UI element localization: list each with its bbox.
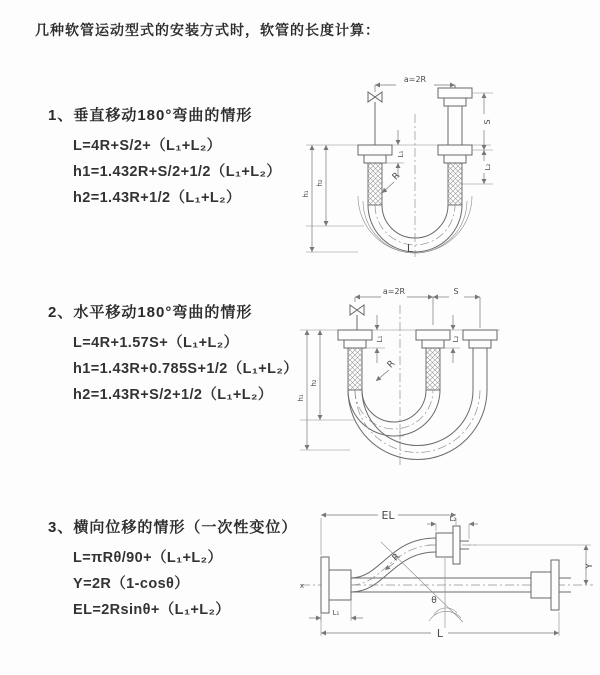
dim-label-h2: h₂ [316,179,324,187]
formula-list [48,545,297,623]
dimension-l2 [484,150,492,184]
section-heading: 3、横向位移的情形（一次性变位） [48,519,298,536]
formula-line: h1=1.43R+0.785S+1/2（L₁+L₂） [73,361,299,377]
formula-list [48,330,298,408]
dim-label-l2: L₂ [449,515,457,523]
centerlines [306,114,491,257]
section-heading: 2、水平移动180°弯曲的情形 [48,304,253,321]
dim-label-l: L [436,627,444,640]
diagram-vertical-movement [298,66,568,266]
dim-label-l1: L₁ [332,609,340,617]
dim-label-h1: h₁ [297,394,305,402]
dim-label-l2: L₂ [484,163,492,171]
formula-line: L=4R+S/2+（L₁+L₂） [73,138,222,154]
radius-callout [385,552,402,570]
formula-list [48,133,281,211]
dim-label-a2r: a=2R [403,75,427,84]
dimension-s [433,287,480,297]
hose-assembly [338,330,497,460]
section-vertical-movement [48,105,281,211]
dim-label-el: EL [381,509,395,522]
dim-label-r: R [385,358,398,371]
dim-label-l: L [406,242,414,255]
formula-line: Y=2R（1-cosθ） [73,576,190,592]
dim-label-s: S [483,119,492,125]
dim-label-r: R [390,170,403,183]
datum-mark: x [299,582,305,590]
section-lateral-displacement [48,517,297,623]
dim-label-l1: L₁ [376,335,384,343]
section-horizontal-movement [48,302,298,408]
dimension-a2r [355,287,480,328]
formula-line: EL=2Rsinθ+（L₁+L₂） [73,602,231,618]
dim-label-y: Y [585,563,595,569]
dim-label-a2r: a=2R [382,287,406,296]
dim-label-h2: h₂ [310,379,318,387]
formula-line: L=4R+1.57S+（L₁+L₂） [73,335,239,351]
dimension-l [321,612,559,640]
valve-icon [350,305,364,330]
formula-line: h2=1.43R+S/2+1/2（L₁+L₂） [73,387,273,403]
formula-line: L=πRθ/90+（L₁+L₂） [73,550,223,566]
dim-label-l1: L₁ [397,150,405,158]
valve-icon [368,92,382,145]
dim-label-r: R [390,551,403,564]
diagram-lateral-displacement [293,500,600,660]
radius-callout [382,171,402,193]
dimension-l1 [309,600,363,621]
hose-assembly [321,526,571,613]
centerlines [300,305,500,465]
formula-line: h1=1.432R+S/2+1/2（L₁+L₂） [73,164,282,180]
section-heading: 1、垂直移动180°弯曲的情形 [48,107,253,124]
dim-label-h1: h₁ [302,190,310,198]
dim-label-l2: L₂ [452,335,460,343]
dim-label-s: S [453,287,459,296]
diagram-horizontal-movement [295,280,595,480]
dim-label-theta: θ [431,596,437,606]
page-title: 几种软管运动型式的安装方式时，软管的长度计算： [35,22,380,38]
dimension-h1-h2 [302,145,364,252]
formula-line: h2=1.43R+1/2（L₁+L₂） [73,190,241,206]
radius-callout [376,359,397,381]
